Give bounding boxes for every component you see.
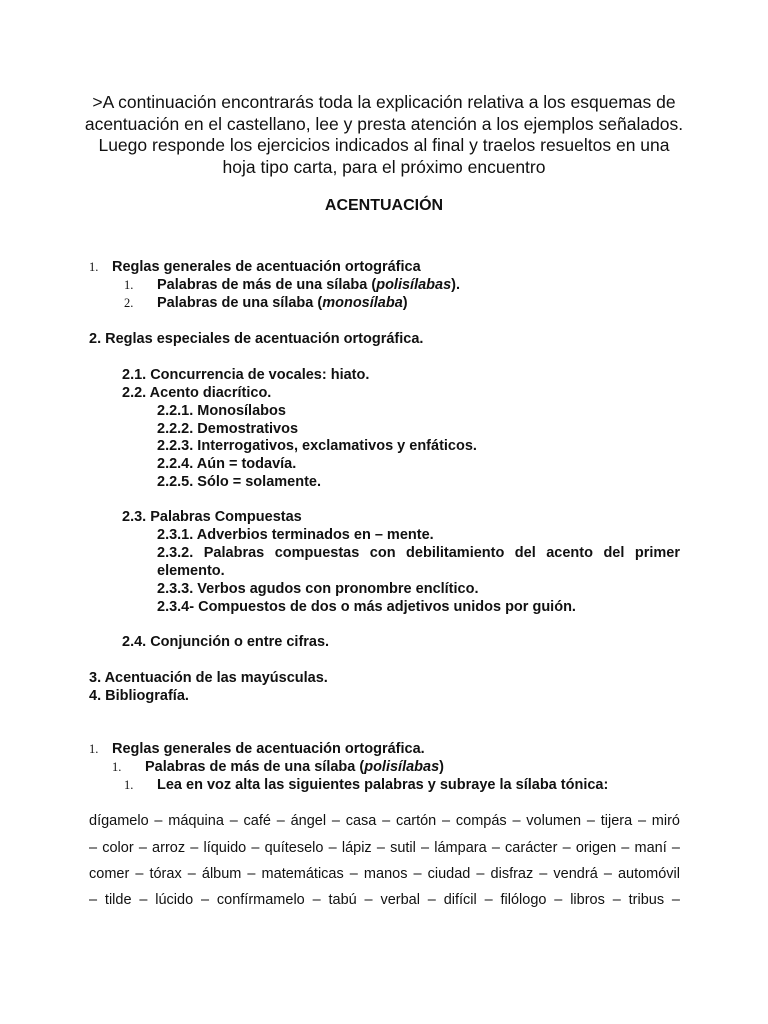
word-list-line: – tilde – lúcido – confírmamelo – tabú – verbal – difícil – filólogo – libros – tribus –: [89, 892, 680, 908]
outline-item-polisilabas: Palabras de más de una sílaba (polisílabas).: [157, 277, 461, 293]
list-number: 1.: [89, 260, 99, 274]
outline-item-adjetivos-guion: 2.3.4- Compuestos de dos o más adjetivos unidos por guión.: [157, 599, 576, 615]
page-title: ACENTUACIÓN: [324, 197, 444, 214]
list-number: 1.: [112, 760, 122, 774]
section-heading: Reglas generales de acentuación ortográfica.: [112, 741, 425, 757]
word-list-line: comer – tórax – álbum – matemáticas – manos – ciudad – disfraz – vendrá – automóvil: [89, 866, 680, 882]
outline-item-demostrativos: 2.2.2. Demostrativos: [157, 421, 299, 437]
outline-item-debilitamiento: 2.3.2. Palabras compuestas con debilitamiento del acento del primer elemento.: [157, 545, 680, 579]
outline-item-conjuncion: 2.4. Conjunción o entre cifras.: [122, 634, 330, 650]
outline-item-monosilaba: Palabras de una sílaba (monosílaba): [157, 295, 408, 311]
outline-item-mayusculas: 3. Acentuación de las mayúsculas.: [89, 670, 328, 686]
outline-item-adverbios: 2.3.1. Adverbios terminados en – mente.: [157, 527, 434, 543]
list-number: 2.: [124, 296, 134, 310]
outline-item-bibliografia: 4. Bibliografía.: [89, 688, 189, 704]
outline-item-solo: 2.2.5. Sólo = solamente.: [157, 474, 321, 490]
outline-item-verbos-agudos: 2.3.3. Verbos agudos con pronombre enclítico.: [157, 581, 479, 597]
word-list-line: – color – arroz – líquido – quíteselo – lápiz – sutil – lámpara – carácter – origen – maní –: [89, 840, 680, 856]
outline-item-acento-diacritico: 2.2. Acento diacrítico.: [122, 385, 272, 401]
outline-item-interrogativos: 2.2.3. Interrogativos, exclamativos y enfáticos.: [157, 438, 477, 454]
list-number: 1.: [89, 742, 99, 756]
outline-item-reglas-especiales: 2. Reglas especiales de acentuación ortográfica.: [89, 331, 424, 347]
outline-item-palabras-compuestas: 2.3. Palabras Compuestas: [122, 509, 302, 525]
outline-item-monosilabos: 2.2.1. Monosílabos: [157, 403, 286, 419]
intro-paragraph: >A continuación encontrarás toda la explicación relativa a los esquemas de acentuación en el castellano, lee y presta atención a los ejemplos señalados. Luego responde los ejercicios indicados al final y traelos resueltos en una hoja tipo carta, para el próximo encuentro: [84, 92, 684, 177]
word-list-line: dígamelo – máquina – café – ángel – casa – cartón – compás – volumen – tijera – miró: [89, 813, 680, 829]
outline-item-reglas-generales: Reglas generales de acentuación ortográfica: [112, 259, 421, 275]
section-subheading: Palabras de más de una sílaba (polisílabas): [145, 759, 445, 775]
exercise-instruction: Lea en voz alta las siguientes palabras y subraye la sílaba tónica:: [157, 777, 609, 793]
outline-item-aun: 2.2.4. Aún = todavía.: [157, 456, 297, 472]
list-number: 1.: [124, 278, 134, 292]
outline-item-hiato: 2.1. Concurrencia de vocales: hiato.: [122, 367, 370, 383]
list-number: 1.: [124, 778, 134, 792]
